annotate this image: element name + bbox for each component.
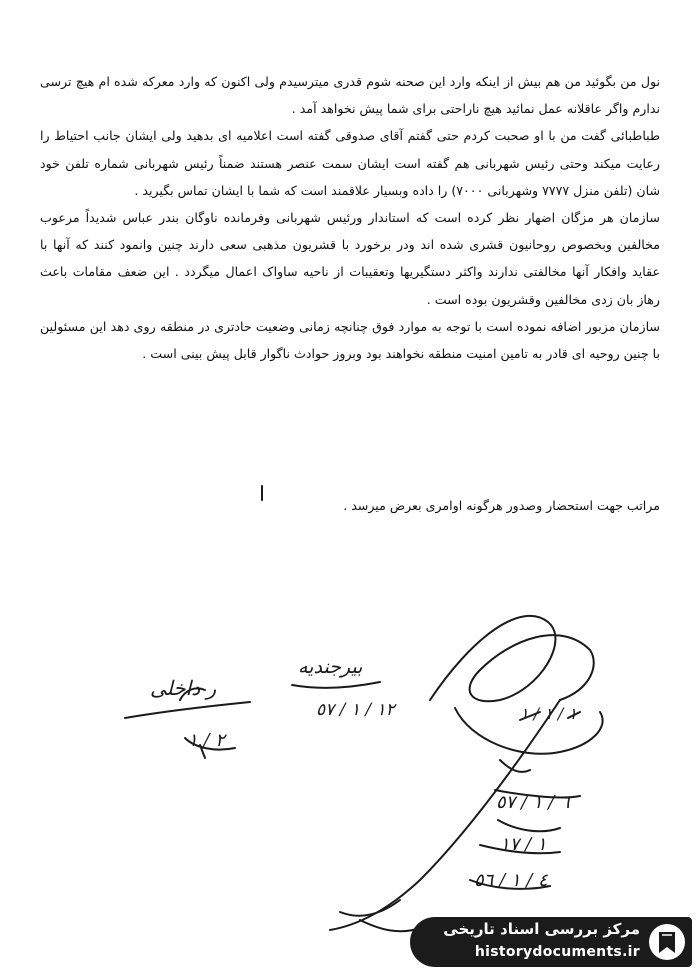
bookmark-emblem-icon	[648, 923, 686, 961]
closing-line: مراتب جهت استحضار وصدور هرگونه اوامری بعرض میرسد .	[343, 498, 660, 513]
watermark-logo	[410, 917, 692, 967]
right-signature	[430, 616, 594, 701]
handwritten-note-left: ر داخلی	[150, 676, 217, 700]
handwritten-date-right-2: ١ / ١٧	[500, 834, 547, 855]
paragraph-4: سازمان مزبور اضافه نموده است با توجه به موارد فوق چنانچه زمانی وضعیت حادتری در منطقه روی دهد این مسئولین با چنین روحیه ای قادر به تامین امنیت منطقه نخواهند بود وبروز حوادث ناگوار قابل پیش بینی است .	[40, 318, 660, 362]
watermark-url: historydocuments.ir	[474, 944, 640, 960]
handwritten-date-right-1: ٦ / ١ / ٥٧	[496, 792, 570, 813]
paragraph-3: سازمان هر مزگان اضهار نظر کرده است که استاندار ورئیس شهربانی وفرمانده ناوگان بندر عباس شدیداً مرعوب مخالفین وبخصوص روحانیون قشری شده اند ودر برخورد با قشریون مذهبی سعی دارند چنین وانمود کنند که آنها با عقاید وافکار آنها مخالفتی ندارند واکثر دستگیریها وتعقیبات از ناحیه ساواک اعمال میگردد . این ضعف مقامات باعث رهاز بان زدی مخالفین وقشریون بوده است .	[40, 210, 660, 307]
center-signature-underline	[292, 682, 380, 688]
paragraph-1: نول من بگوئید من هم بیش از اینکه وارد این صحنه شوم قدری میترسیدم ولی اکنون که وارد معرکه شده ام هیچ ترسی ندارم واگر عاقلانه عمل نمائید هیچ ناراحتی برای شما پیش نخواهد آمد .	[40, 74, 660, 117]
handwritten-date-center: ١٢ / ١ / ٥٧	[316, 700, 395, 720]
handwritten-date-right-3: ٤ / ١ / ٥٦	[474, 870, 548, 891]
handwritten-small-right: ١ / ١ / ١	[520, 704, 577, 723]
handwritten-mark-left: ٢ / ١	[188, 730, 225, 751]
long-flourish	[330, 700, 560, 930]
paragraph-2: طباطبائی گفت من با او صحبت کردم حتی گفتم آقای صدوقی گفته است اعلامیه ای بدهید ولی ایشان جانب احتیاط را رعایت میکند وحتی رئیس شهربانی هم گفته است ایشان سمت عنصر هستند ضمناً رئیس شهربانی شماره تلفن خود شان (تلفن منزل ٧٧٧٧ وشهربانی ٧٠٠٠) را داده وبسیار علاقمند است که شما با ایشان تماس بگیرید .	[40, 128, 660, 198]
watermark-title: مرکز بررسی اسناد تاریخی	[443, 920, 640, 938]
handwritten-note-center: بیرجندیه	[298, 656, 363, 678]
